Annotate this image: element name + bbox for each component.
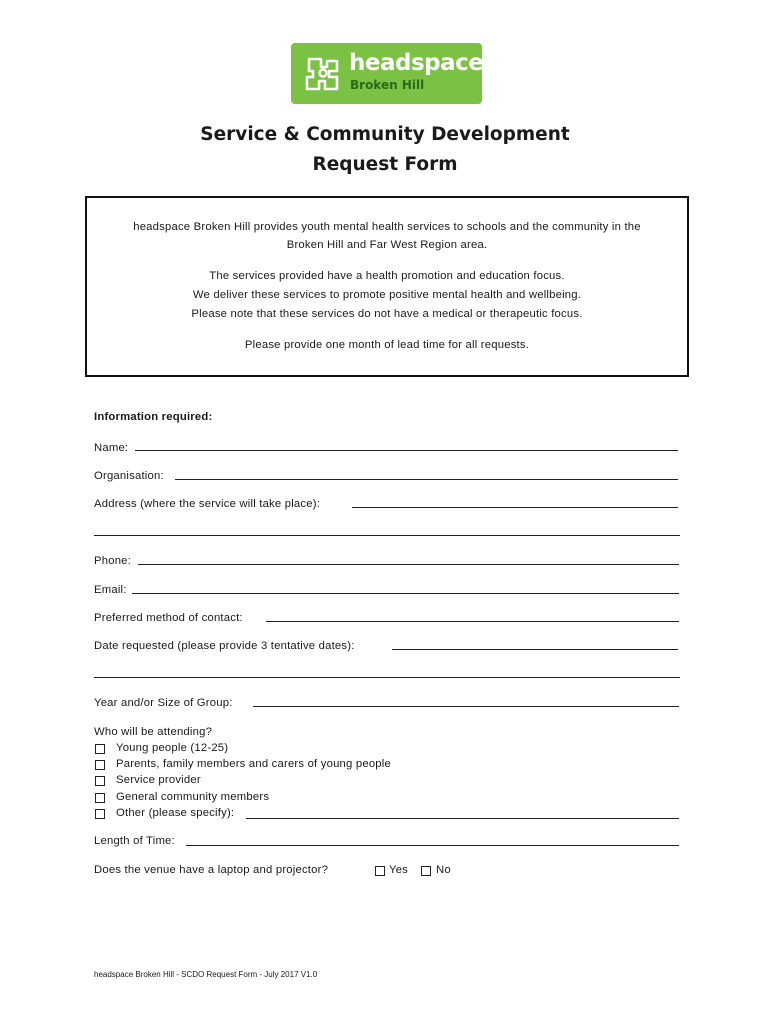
checkbox-no[interactable] [421, 866, 431, 876]
checkbox-parents-carers[interactable] [95, 760, 105, 770]
checkbox-young-people[interactable] [95, 744, 105, 754]
date-requested-field-continued[interactable] [94, 677, 680, 678]
intro-line-3: The services provided have a health promotion and education focus. [209, 270, 565, 282]
option-community-members: General community members [116, 791, 270, 803]
option-service-provider: Service provider [116, 774, 201, 786]
intro-line-5: Please note that these services do not have a medical or therapeutic focus. [191, 308, 583, 320]
name-label: Name: [94, 442, 129, 454]
attending-label: Who will be attending? [94, 726, 213, 738]
address-label: Address (where the service will take place): [94, 498, 321, 510]
other-specify-field[interactable] [246, 818, 679, 819]
length-of-time-label: Length of Time: [94, 835, 175, 847]
phone-field[interactable] [138, 564, 679, 565]
length-of-time-field[interactable] [186, 845, 679, 846]
phone-label: Phone: [94, 555, 132, 567]
organisation-label: Organisation: [94, 470, 164, 482]
address-field-continued[interactable] [94, 535, 680, 536]
name-field[interactable] [135, 450, 678, 451]
intro-line-4: We deliver these services to promote positive mental health and wellbeing. [192, 289, 582, 301]
page-title: Service & Community Development [200, 124, 570, 145]
contact-method-label: Preferred method of contact: [94, 612, 243, 624]
checkbox-community-members[interactable] [95, 793, 105, 803]
logo-location: Broken Hill [350, 78, 425, 92]
option-young-people: Young people (12-25) [116, 742, 229, 754]
intro-box [85, 196, 689, 377]
venue-question: Does the venue have a laptop and projector? [94, 864, 329, 876]
option-parents-carers: Parents, family members and carers of young people [116, 758, 391, 770]
intro-line-2: Broken Hill and Far West Region area. [286, 239, 488, 251]
option-other: Other (please specify): [116, 807, 235, 819]
yes-label: Yes [389, 864, 409, 876]
headspace-logo-icon [303, 53, 343, 93]
group-size-field[interactable] [253, 706, 679, 707]
date-requested-field[interactable] [392, 649, 678, 650]
checkbox-other[interactable] [95, 809, 105, 819]
date-requested-label: Date requested (please provide 3 tentative dates): [94, 640, 355, 652]
logo-brand: headspace [349, 50, 484, 76]
page-subtitle: Request Form [312, 154, 458, 175]
checkbox-service-provider[interactable] [95, 776, 105, 786]
intro-line-1: headspace Broken Hill provides youth mental health services to schools and the community in the [133, 221, 641, 233]
intro-line-6: Please provide one month of lead time for all requests. [244, 339, 530, 351]
address-field[interactable] [352, 507, 678, 508]
page-footer: headspace Broken Hill - SCDO Request Form - July 2017 V1.0 [94, 970, 318, 979]
organisation-field[interactable] [175, 479, 678, 480]
checkbox-yes[interactable] [375, 866, 385, 876]
contact-method-field[interactable] [266, 621, 679, 622]
email-field[interactable] [132, 593, 679, 594]
form-heading: Information required: [94, 411, 213, 423]
no-label: No [436, 864, 451, 876]
email-label: Email: [94, 584, 127, 596]
group-size-label: Year and/or Size of Group: [94, 697, 233, 709]
headspace-logo [291, 43, 482, 104]
